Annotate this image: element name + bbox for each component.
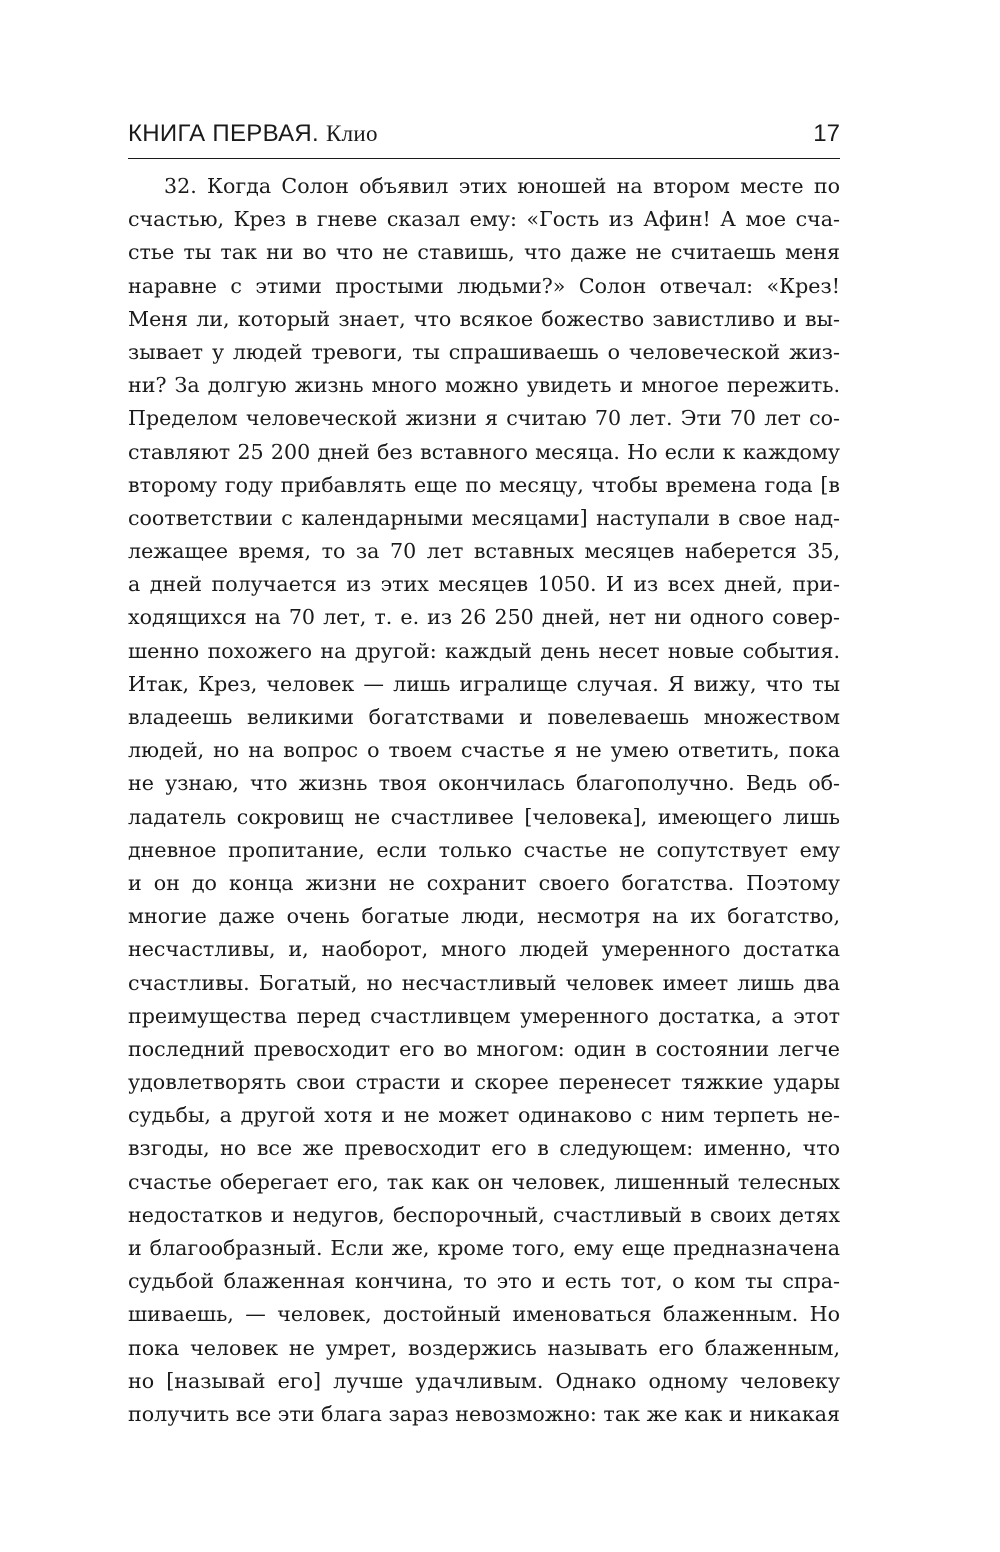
text-line: Пределом человеческой жизни я считаю 70 лет. Эти 70 лет со- xyxy=(128,406,840,431)
text-line: а дней получается из этих месяцев 1050. И из всех дней, при- xyxy=(128,572,840,597)
text-line: лежащее время, то за 70 лет вставных месяцев наберется 35, xyxy=(128,539,840,564)
muse-name: Клио xyxy=(325,121,378,146)
text-line: судьбой блаженная кончина, то это и есть тот, о ком ты спра- xyxy=(128,1269,840,1294)
text-line: недостатков и недугов, беспорочный, счастливый в своих детях xyxy=(128,1202,840,1227)
text-line: Меня ли, который знает, что всякое божество завистливо и вы- xyxy=(128,306,840,331)
text-line: преимущества перед счастливцем умеренного достатка, а этот xyxy=(128,1003,840,1028)
text-line: удовлетворять свои страсти и скорее перенесет тяжкие удары xyxy=(128,1070,840,1095)
text-line: получить все эти блага зараз невозможно: так же как и никакая xyxy=(128,1401,840,1426)
text-line: пока человек не умрет, воздержись называть его блаженным, xyxy=(128,1335,840,1360)
text-line: многие даже очень богатые люди, несмотря на их богатство, xyxy=(128,904,840,929)
text-line: второму году прибавлять еще по месяцу, чтобы времена года [в xyxy=(128,472,840,497)
text-line: шиваешь, — человек, достойный именоваться блаженным. Но xyxy=(128,1302,840,1327)
book-title: КНИГА ПЕРВАЯ. xyxy=(128,120,320,147)
running-title xyxy=(128,118,378,150)
text-line: ладатель сокровищ не счастливее [человека], имеющего лишь xyxy=(128,804,840,829)
text-line: судьбы, а другой хотя и не может одинаково с ним терпеть не- xyxy=(128,1103,840,1128)
text-line: людей, но на вопрос о твоем счастье я не умею ответить, пока xyxy=(128,738,840,763)
text-line: стье ты так ни во что не ставишь, что даже не считаешь меня xyxy=(128,240,840,265)
text-line: последний превосходит его во многом: один в состоянии легче xyxy=(128,1036,840,1061)
text-line: шенно похожего на другой: каждый день несет новые события. xyxy=(128,638,840,663)
text-line: наравне с этими простыми людьми?» Солон отвечал: «Крез! xyxy=(128,273,840,298)
text-line: владеешь великими богатствами и повелеваешь множеством xyxy=(128,705,840,729)
header-rule xyxy=(128,158,840,159)
text-line: счастье оберегает его, так как он человек, лишенный телесных xyxy=(128,1169,840,1194)
text-line: счастливы. Богатый, но несчастливый человек имеет лишь два xyxy=(128,970,840,995)
text-line: взгоды, но все же превосходит его в следующем: именно, что xyxy=(128,1136,840,1161)
text-line: и он до конца жизни не сохранит своего богатства. Поэтому xyxy=(128,870,840,895)
text-line: ходящихся на 70 лет, т. е. из 26 250 дней, нет ни одного совер- xyxy=(128,605,840,630)
running-head xyxy=(128,118,840,152)
text-line: ни? За долгую жизнь много можно увидеть и многое пережить. xyxy=(128,373,840,398)
text-line: соответствии с календарными месяцами] наступали в свое над- xyxy=(128,505,840,530)
chapter-text xyxy=(128,170,840,1431)
text-line: ставляют 25 200 дней без вставного месяца. Но если к каждому xyxy=(128,439,840,464)
text-line: дневное пропитание, если только счастье не сопутствует ему xyxy=(128,837,840,862)
text-line: не узнаю, что жизнь твоя окончилась благополучно. Ведь об- xyxy=(128,771,840,796)
text-line: и благообразный. Если же, кроме того, ему еще предназначена xyxy=(128,1236,840,1260)
text-line: зывает у людей тревоги, ты спрашиваешь о человеческой жиз- xyxy=(128,339,840,364)
page-number: 17 xyxy=(813,120,840,147)
text-line: Итак, Крез, человек — лишь игралище случая. Я вижу, что ты xyxy=(128,671,840,696)
text-line: 32. Когда Солон объявил этих юношей на втором месте по xyxy=(164,174,840,198)
text-line: несчастливы, и, наоборот, много людей умеренного достатка xyxy=(128,937,840,962)
text-line: счастью, Крез в гневе сказал ему: «Гость из Афин! А мое сча- xyxy=(128,207,840,232)
text-line: но [называй его] лучше удачливым. Однако одному человеку xyxy=(128,1368,840,1393)
